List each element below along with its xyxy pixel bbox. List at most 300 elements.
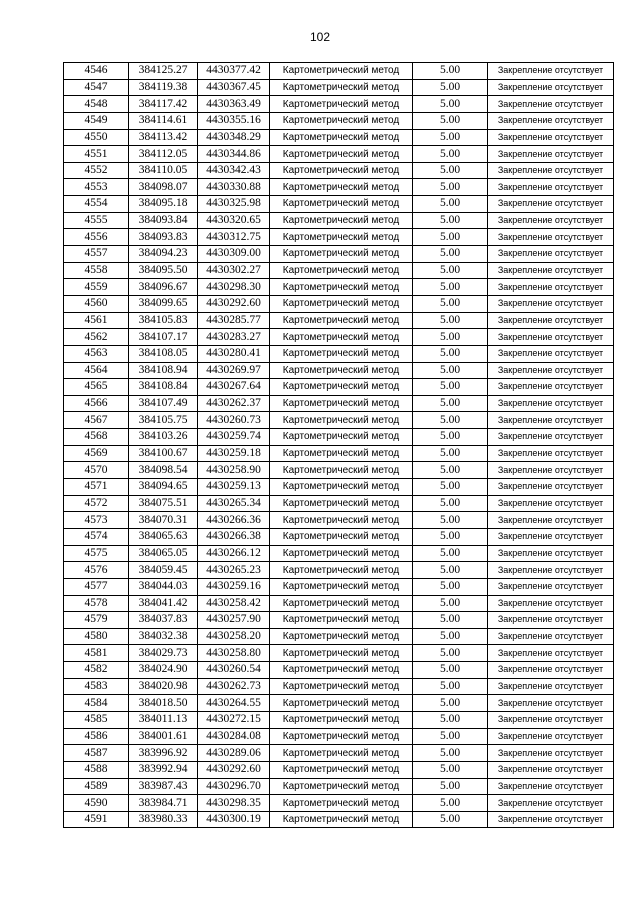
y-coordinate-cell: 4430266.38 [198, 528, 270, 545]
method-cell: Картометрический метод [270, 711, 413, 728]
accuracy-cell: 5.00 [413, 479, 488, 496]
y-coordinate-cell: 4430355.16 [198, 112, 270, 129]
method-cell: Картометрический метод [270, 479, 413, 496]
fixing-description-cell: Закрепление отсутствует [488, 728, 614, 745]
fixing-description-cell: Закрепление отсутствует [488, 63, 614, 80]
point-number-cell: 4557 [64, 246, 129, 263]
table-row [64, 528, 614, 545]
table-row [64, 811, 614, 828]
table-row [64, 96, 614, 113]
table-row [64, 745, 614, 762]
x-coordinate-cell: 384095.50 [129, 262, 198, 279]
x-coordinate-cell: 383992.94 [129, 761, 198, 778]
y-coordinate-cell: 4430259.18 [198, 445, 270, 462]
fixing-description-cell: Закрепление отсутствует [488, 462, 614, 479]
y-coordinate-cell: 4430298.30 [198, 279, 270, 296]
accuracy-cell: 5.00 [413, 462, 488, 479]
accuracy-cell: 5.00 [413, 512, 488, 529]
x-coordinate-cell: 384119.38 [129, 79, 198, 96]
fixing-description-cell: Закрепление отсутствует [488, 545, 614, 562]
y-coordinate-cell: 4430302.27 [198, 262, 270, 279]
y-coordinate-cell: 4430325.98 [198, 196, 270, 213]
x-coordinate-cell: 384093.83 [129, 229, 198, 246]
x-coordinate-cell: 384108.94 [129, 362, 198, 379]
table-row [64, 146, 614, 163]
x-coordinate-cell: 384011.13 [129, 711, 198, 728]
method-cell: Картометрический метод [270, 528, 413, 545]
point-number-cell: 4581 [64, 645, 129, 662]
point-number-cell: 4584 [64, 695, 129, 712]
method-cell: Картометрический метод [270, 112, 413, 129]
accuracy-cell: 5.00 [413, 179, 488, 196]
accuracy-cell: 5.00 [413, 96, 488, 113]
point-number-cell: 4585 [64, 711, 129, 728]
y-coordinate-cell: 4430260.54 [198, 662, 270, 679]
accuracy-cell: 5.00 [413, 295, 488, 312]
y-coordinate-cell: 4430377.42 [198, 63, 270, 80]
x-coordinate-cell: 384098.07 [129, 179, 198, 196]
method-cell: Картометрический метод [270, 778, 413, 795]
y-coordinate-cell: 4430348.29 [198, 129, 270, 146]
x-coordinate-cell: 384099.65 [129, 295, 198, 312]
method-cell: Картометрический метод [270, 728, 413, 745]
fixing-description-cell: Закрепление отсутствует [488, 312, 614, 329]
x-coordinate-cell: 384095.18 [129, 196, 198, 213]
fixing-description-cell: Закрепление отсутствует [488, 295, 614, 312]
method-cell: Картометрический метод [270, 196, 413, 213]
method-cell: Картометрический метод [270, 329, 413, 346]
x-coordinate-cell: 384065.05 [129, 545, 198, 562]
table-row [64, 412, 614, 429]
method-cell: Картометрический метод [270, 512, 413, 529]
y-coordinate-cell: 4430292.60 [198, 761, 270, 778]
fixing-description-cell: Закрепление отсутствует [488, 179, 614, 196]
fixing-description-cell: Закрепление отсутствует [488, 212, 614, 229]
y-coordinate-cell: 4430272.15 [198, 711, 270, 728]
fixing-description-cell: Закрепление отсутствует [488, 445, 614, 462]
point-number-cell: 4559 [64, 279, 129, 296]
method-cell: Картометрический метод [270, 795, 413, 812]
table-row [64, 329, 614, 346]
point-number-cell: 4565 [64, 379, 129, 396]
table-row [64, 295, 614, 312]
method-cell: Картометрический метод [270, 279, 413, 296]
table-row [64, 179, 614, 196]
fixing-description-cell: Закрепление отсутствует [488, 279, 614, 296]
accuracy-cell: 5.00 [413, 146, 488, 163]
point-number-cell: 4567 [64, 412, 129, 429]
coordinates-table [63, 62, 614, 828]
accuracy-cell: 5.00 [413, 329, 488, 346]
point-number-cell: 4570 [64, 462, 129, 479]
table-row [64, 262, 614, 279]
y-coordinate-cell: 4430367.45 [198, 79, 270, 96]
accuracy-cell: 5.00 [413, 312, 488, 329]
x-coordinate-cell: 384108.05 [129, 345, 198, 362]
x-coordinate-cell: 384037.83 [129, 612, 198, 629]
x-coordinate-cell: 384024.90 [129, 662, 198, 679]
y-coordinate-cell: 4430284.08 [198, 728, 270, 745]
accuracy-cell: 5.00 [413, 711, 488, 728]
y-coordinate-cell: 4430257.90 [198, 612, 270, 629]
y-coordinate-cell: 4430265.34 [198, 495, 270, 512]
point-number-cell: 4563 [64, 345, 129, 362]
fixing-description-cell: Закрепление отсутствует [488, 778, 614, 795]
accuracy-cell: 5.00 [413, 379, 488, 396]
point-number-cell: 4554 [64, 196, 129, 213]
table-row [64, 362, 614, 379]
point-number-cell: 4579 [64, 612, 129, 629]
y-coordinate-cell: 4430262.37 [198, 395, 270, 412]
point-number-cell: 4582 [64, 662, 129, 679]
accuracy-cell: 5.00 [413, 395, 488, 412]
accuracy-cell: 5.00 [413, 129, 488, 146]
point-number-cell: 4561 [64, 312, 129, 329]
x-coordinate-cell: 384125.27 [129, 63, 198, 80]
point-number-cell: 4575 [64, 545, 129, 562]
fixing-description-cell: Закрепление отсутствует [488, 678, 614, 695]
x-coordinate-cell: 384105.83 [129, 312, 198, 329]
point-number-cell: 4576 [64, 562, 129, 579]
table-row [64, 628, 614, 645]
method-cell: Картометрический метод [270, 295, 413, 312]
point-number-cell: 4549 [64, 112, 129, 129]
page-number: 102 [309, 30, 331, 44]
point-number-cell: 4588 [64, 761, 129, 778]
accuracy-cell: 5.00 [413, 196, 488, 213]
point-number-cell: 4569 [64, 445, 129, 462]
accuracy-cell: 5.00 [413, 628, 488, 645]
point-number-cell: 4572 [64, 495, 129, 512]
y-coordinate-cell: 4430269.97 [198, 362, 270, 379]
x-coordinate-cell: 384113.42 [129, 129, 198, 146]
fixing-description-cell: Закрепление отсутствует [488, 429, 614, 446]
method-cell: Картометрический метод [270, 662, 413, 679]
y-coordinate-cell: 4430266.36 [198, 512, 270, 529]
x-coordinate-cell: 384044.03 [129, 578, 198, 595]
y-coordinate-cell: 4430258.20 [198, 628, 270, 645]
y-coordinate-cell: 4430296.70 [198, 778, 270, 795]
table-row [64, 728, 614, 745]
point-number-cell: 4558 [64, 262, 129, 279]
table-row [64, 129, 614, 146]
accuracy-cell: 5.00 [413, 246, 488, 263]
table-row [64, 246, 614, 263]
y-coordinate-cell: 4430280.41 [198, 345, 270, 362]
table-row [64, 479, 614, 496]
x-coordinate-cell: 384018.50 [129, 695, 198, 712]
y-coordinate-cell: 4430265.23 [198, 562, 270, 579]
table-row [64, 645, 614, 662]
accuracy-cell: 5.00 [413, 645, 488, 662]
accuracy-cell: 5.00 [413, 162, 488, 179]
method-cell: Картометрический метод [270, 462, 413, 479]
method-cell: Картометрический метод [270, 262, 413, 279]
method-cell: Картометрический метод [270, 545, 413, 562]
table-row [64, 562, 614, 579]
fixing-description-cell: Закрепление отсутствует [488, 761, 614, 778]
fixing-description-cell: Закрепление отсутствует [488, 645, 614, 662]
table-row [64, 711, 614, 728]
fixing-description-cell: Закрепление отсутствует [488, 811, 614, 828]
x-coordinate-cell: 384107.49 [129, 395, 198, 412]
point-number-cell: 4587 [64, 745, 129, 762]
point-number-cell: 4548 [64, 96, 129, 113]
table-row [64, 79, 614, 96]
table-row [64, 795, 614, 812]
method-cell: Картометрический метод [270, 63, 413, 80]
fixing-description-cell: Закрепление отсутствует [488, 795, 614, 812]
table-row [64, 512, 614, 529]
table-row [64, 196, 614, 213]
method-cell: Картометрический метод [270, 429, 413, 446]
method-cell: Картометрический метод [270, 745, 413, 762]
table-row [64, 578, 614, 595]
method-cell: Картометрический метод [270, 595, 413, 612]
y-coordinate-cell: 4430289.06 [198, 745, 270, 762]
method-cell: Картометрический метод [270, 395, 413, 412]
x-coordinate-cell: 384098.54 [129, 462, 198, 479]
fixing-description-cell: Закрепление отсутствует [488, 578, 614, 595]
accuracy-cell: 5.00 [413, 562, 488, 579]
table-body [64, 63, 614, 828]
table-row [64, 462, 614, 479]
accuracy-cell: 5.00 [413, 745, 488, 762]
accuracy-cell: 5.00 [413, 212, 488, 229]
accuracy-cell: 5.00 [413, 811, 488, 828]
x-coordinate-cell: 384094.65 [129, 479, 198, 496]
point-number-cell: 4573 [64, 512, 129, 529]
point-number-cell: 4555 [64, 212, 129, 229]
accuracy-cell: 5.00 [413, 79, 488, 96]
accuracy-cell: 5.00 [413, 595, 488, 612]
y-coordinate-cell: 4430264.55 [198, 695, 270, 712]
x-coordinate-cell: 384093.84 [129, 212, 198, 229]
fixing-description-cell: Закрепление отсутствует [488, 662, 614, 679]
fixing-description-cell: Закрепление отсутствует [488, 79, 614, 96]
accuracy-cell: 5.00 [413, 345, 488, 362]
point-number-cell: 4577 [64, 578, 129, 595]
method-cell: Картометрический метод [270, 811, 413, 828]
point-number-cell: 4566 [64, 395, 129, 412]
method-cell: Картометрический метод [270, 678, 413, 695]
point-number-cell: 4556 [64, 229, 129, 246]
accuracy-cell: 5.00 [413, 612, 488, 629]
method-cell: Картометрический метод [270, 246, 413, 263]
method-cell: Картометрический метод [270, 562, 413, 579]
x-coordinate-cell: 384108.84 [129, 379, 198, 396]
method-cell: Картометрический метод [270, 129, 413, 146]
table-row [64, 212, 614, 229]
point-number-cell: 4583 [64, 678, 129, 695]
y-coordinate-cell: 4430258.42 [198, 595, 270, 612]
accuracy-cell: 5.00 [413, 279, 488, 296]
table-row [64, 162, 614, 179]
x-coordinate-cell: 384094.23 [129, 246, 198, 263]
fixing-description-cell: Закрепление отсутствует [488, 196, 614, 213]
fixing-description-cell: Закрепление отсутствует [488, 329, 614, 346]
fixing-description-cell: Закрепление отсутствует [488, 129, 614, 146]
y-coordinate-cell: 4430300.19 [198, 811, 270, 828]
x-coordinate-cell: 384105.75 [129, 412, 198, 429]
method-cell: Картометрический метод [270, 695, 413, 712]
method-cell: Картометрический метод [270, 761, 413, 778]
method-cell: Картометрический метод [270, 578, 413, 595]
y-coordinate-cell: 4430259.74 [198, 429, 270, 446]
method-cell: Картометрический метод [270, 146, 413, 163]
y-coordinate-cell: 4430344.86 [198, 146, 270, 163]
accuracy-cell: 5.00 [413, 778, 488, 795]
x-coordinate-cell: 384065.63 [129, 528, 198, 545]
method-cell: Картометрический метод [270, 162, 413, 179]
y-coordinate-cell: 4430312.75 [198, 229, 270, 246]
x-coordinate-cell: 384103.26 [129, 429, 198, 446]
x-coordinate-cell: 384110.05 [129, 162, 198, 179]
x-coordinate-cell: 383996.92 [129, 745, 198, 762]
accuracy-cell: 5.00 [413, 528, 488, 545]
point-number-cell: 4568 [64, 429, 129, 446]
table-row [64, 695, 614, 712]
point-number-cell: 4547 [64, 79, 129, 96]
fixing-description-cell: Закрепление отсутствует [488, 362, 614, 379]
accuracy-cell: 5.00 [413, 662, 488, 679]
table-row [64, 445, 614, 462]
method-cell: Картометрический метод [270, 229, 413, 246]
x-coordinate-cell: 383984.71 [129, 795, 198, 812]
table-row [64, 379, 614, 396]
fixing-description-cell: Закрепление отсутствует [488, 112, 614, 129]
y-coordinate-cell: 4430258.80 [198, 645, 270, 662]
y-coordinate-cell: 4430320.65 [198, 212, 270, 229]
point-number-cell: 4551 [64, 146, 129, 163]
fixing-description-cell: Закрепление отсутствует [488, 262, 614, 279]
y-coordinate-cell: 4430292.60 [198, 295, 270, 312]
fixing-description-cell: Закрепление отсутствует [488, 495, 614, 512]
fixing-description-cell: Закрепление отсутствует [488, 395, 614, 412]
point-number-cell: 4589 [64, 778, 129, 795]
x-coordinate-cell: 384096.67 [129, 279, 198, 296]
y-coordinate-cell: 4430363.49 [198, 96, 270, 113]
point-number-cell: 4578 [64, 595, 129, 612]
x-coordinate-cell: 383987.43 [129, 778, 198, 795]
method-cell: Картометрический метод [270, 362, 413, 379]
y-coordinate-cell: 4430266.12 [198, 545, 270, 562]
fixing-description-cell: Закрепление отсутствует [488, 162, 614, 179]
table-row [64, 545, 614, 562]
fixing-description-cell: Закрепление отсутствует [488, 246, 614, 263]
table-row [64, 312, 614, 329]
table-row [64, 63, 614, 80]
method-cell: Картометрический метод [270, 79, 413, 96]
x-coordinate-cell: 384100.67 [129, 445, 198, 462]
accuracy-cell: 5.00 [413, 695, 488, 712]
x-coordinate-cell: 384032.38 [129, 628, 198, 645]
point-number-cell: 4550 [64, 129, 129, 146]
accuracy-cell: 5.00 [413, 229, 488, 246]
fixing-description-cell: Закрепление отсутствует [488, 528, 614, 545]
point-number-cell: 4552 [64, 162, 129, 179]
y-coordinate-cell: 4430267.64 [198, 379, 270, 396]
table-row [64, 612, 614, 629]
y-coordinate-cell: 4430260.73 [198, 412, 270, 429]
method-cell: Картометрический метод [270, 345, 413, 362]
table-row [64, 429, 614, 446]
method-cell: Картометрический метод [270, 645, 413, 662]
accuracy-cell: 5.00 [413, 728, 488, 745]
x-coordinate-cell: 384107.17 [129, 329, 198, 346]
point-number-cell: 4574 [64, 528, 129, 545]
fixing-description-cell: Закрепление отсутствует [488, 412, 614, 429]
method-cell: Картометрический метод [270, 412, 413, 429]
fixing-description-cell: Закрепление отсутствует [488, 711, 614, 728]
accuracy-cell: 5.00 [413, 678, 488, 695]
x-coordinate-cell: 384112.05 [129, 146, 198, 163]
point-number-cell: 4586 [64, 728, 129, 745]
table-row [64, 112, 614, 129]
fixing-description-cell: Закрепление отсутствует [488, 562, 614, 579]
y-coordinate-cell: 4430258.90 [198, 462, 270, 479]
table-row [64, 761, 614, 778]
accuracy-cell: 5.00 [413, 761, 488, 778]
table-row [64, 229, 614, 246]
accuracy-cell: 5.00 [413, 362, 488, 379]
accuracy-cell: 5.00 [413, 63, 488, 80]
accuracy-cell: 5.00 [413, 545, 488, 562]
x-coordinate-cell: 384041.42 [129, 595, 198, 612]
fixing-description-cell: Закрепление отсутствует [488, 595, 614, 612]
point-number-cell: 4562 [64, 329, 129, 346]
fixing-description-cell: Закрепление отсутствует [488, 745, 614, 762]
method-cell: Картометрический метод [270, 379, 413, 396]
point-number-cell: 4564 [64, 362, 129, 379]
method-cell: Картометрический метод [270, 96, 413, 113]
table-row [64, 595, 614, 612]
point-number-cell: 4580 [64, 628, 129, 645]
x-coordinate-cell: 383980.33 [129, 811, 198, 828]
table-row [64, 678, 614, 695]
point-number-cell: 4560 [64, 295, 129, 312]
table-row [64, 662, 614, 679]
fixing-description-cell: Закрепление отсутствует [488, 146, 614, 163]
accuracy-cell: 5.00 [413, 578, 488, 595]
y-coordinate-cell: 4430262.73 [198, 678, 270, 695]
fixing-description-cell: Закрепление отсутствует [488, 479, 614, 496]
accuracy-cell: 5.00 [413, 429, 488, 446]
accuracy-cell: 5.00 [413, 445, 488, 462]
y-coordinate-cell: 4430259.13 [198, 479, 270, 496]
point-number-cell: 4553 [64, 179, 129, 196]
y-coordinate-cell: 4430330.88 [198, 179, 270, 196]
x-coordinate-cell: 384117.42 [129, 96, 198, 113]
accuracy-cell: 5.00 [413, 262, 488, 279]
fixing-description-cell: Закрепление отсутствует [488, 695, 614, 712]
fixing-description-cell: Закрепление отсутствует [488, 229, 614, 246]
method-cell: Картометрический метод [270, 612, 413, 629]
x-coordinate-cell: 384001.61 [129, 728, 198, 745]
table-row [64, 279, 614, 296]
y-coordinate-cell: 4430342.43 [198, 162, 270, 179]
fixing-description-cell: Закрепление отсутствует [488, 512, 614, 529]
accuracy-cell: 5.00 [413, 795, 488, 812]
point-number-cell: 4546 [64, 63, 129, 80]
fixing-description-cell: Закрепление отсутствует [488, 345, 614, 362]
point-number-cell: 4590 [64, 795, 129, 812]
accuracy-cell: 5.00 [413, 495, 488, 512]
x-coordinate-cell: 384070.31 [129, 512, 198, 529]
fixing-description-cell: Закрепление отсутствует [488, 612, 614, 629]
x-coordinate-cell: 384059.45 [129, 562, 198, 579]
method-cell: Картометрический метод [270, 212, 413, 229]
